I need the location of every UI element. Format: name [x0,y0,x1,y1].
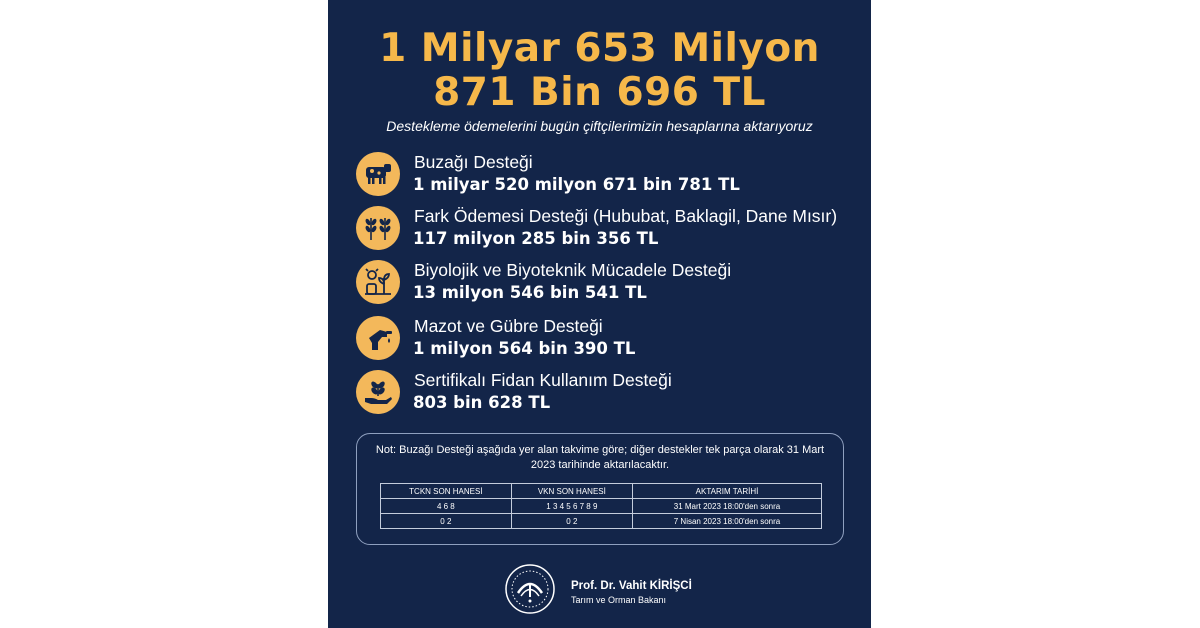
fuel-nozzle-icon [356,316,400,360]
seedling-hand-icon [356,370,400,414]
infographic-poster [328,0,871,628]
cow-icon [356,152,400,196]
table-cell: 0 2 [381,514,512,529]
minister-name: Prof. Dr. Vahit KİRİŞCİ [571,580,692,592]
wheat-icon [356,206,400,250]
item-amount: 803 bin 628 TL [413,393,551,412]
table-cell: 0 2 [511,514,632,529]
item-title: Fark Ödemesi Desteği (Hububat, Baklagil, Dane Mısır) [414,206,838,226]
table-row [381,499,822,514]
table-header: AKTARIM TARİHİ [633,484,822,499]
item-title: Mazot ve Gübre Desteği [414,316,603,336]
payment-schedule-table [380,483,822,529]
table-cell: 7 Nisan 2023 18:00'den sonra [633,514,822,529]
table-header: TCKN SON HANESİ [381,484,512,499]
table-header: VKN SON HANESİ [511,484,632,499]
support-item-calf [356,151,856,197]
table-row [381,514,822,529]
support-item-certified-sapling [356,369,856,415]
note-text: Not: Buzağı Desteği aşağıda yer alan takvime göre; diğer destekler tek parça olarak 31 Mart 2023 tarihinde aktarılacaktır. [375,444,825,471]
bug-plant-icon [356,260,400,304]
item-title: Sertifikalı Fidan Kullanım Desteği [414,370,672,390]
headline-line-2: 871 Bin 696 TL [433,70,766,115]
support-item-difference-payment [356,205,856,251]
support-item-diesel-fertilizer [356,315,856,361]
table-cell: 4 6 8 [381,499,512,514]
item-amount: 1 milyon 564 bin 390 TL [413,339,636,358]
minister-title: Tarım ve Orman Bakanı [571,595,667,605]
item-title: Buzağı Desteği [414,152,533,172]
item-amount: 13 milyon 546 bin 541 TL [413,283,647,302]
table-cell: 1 3 4 5 6 7 8 9 [511,499,632,514]
ministry-seal-logo [504,563,556,615]
headline-line-1: 1 Milyar 653 Milyon [379,26,820,71]
payment-schedule-note [356,433,844,545]
table-header-row [381,484,822,499]
item-amount: 1 milyar 520 milyon 671 bin 781 TL [413,175,740,194]
table-cell: 31 Mart 2023 18:00'den sonra [633,499,822,514]
support-item-biological-control [356,259,856,305]
item-title: Biyolojik ve Biyoteknik Mücadele Desteği [414,260,732,280]
subtitle: Destekleme ödemelerini bugün çiftçilerimizin hesaplarına aktarıyoruz [386,118,813,134]
item-amount: 117 milyon 285 bin 356 TL [413,229,659,248]
